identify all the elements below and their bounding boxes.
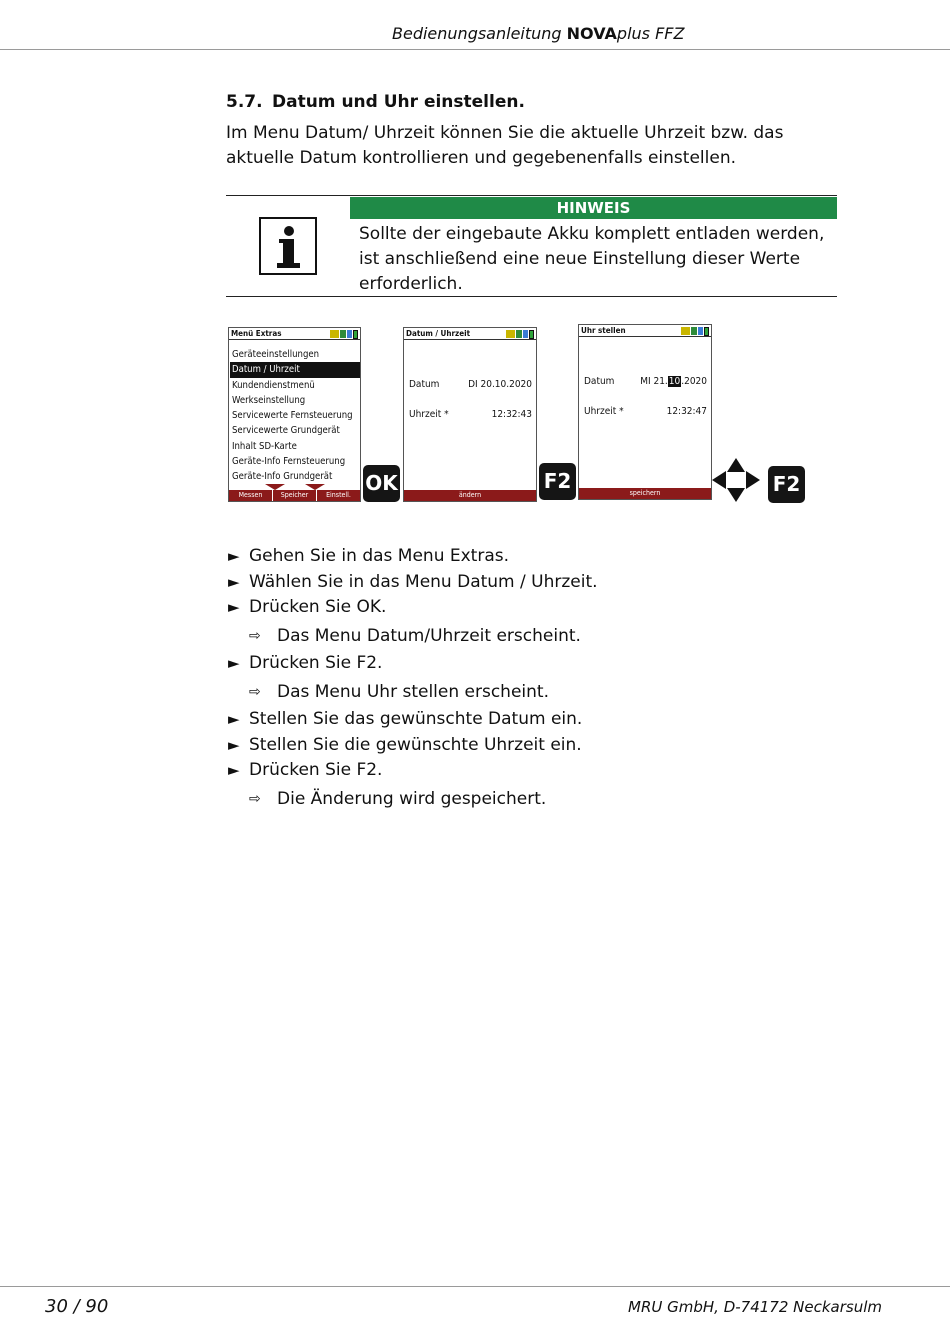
date-label: Datum [409,379,440,390]
f2-key-save: F2 [768,466,805,503]
softkey-label: Einstell. [326,491,351,499]
result-step [228,621,848,652]
softkey-label: Messen [229,490,273,501]
section-number: 5.7. [226,92,263,112]
status-icons [506,329,534,339]
step-text: Stellen Sie das gewünschte Datum ein. [249,709,583,729]
action-step [228,570,848,596]
company-address: MRU GmbH, D-74172 Neckarsulm [628,1298,882,1316]
screen-title: Datum / Uhrzeit [406,329,471,338]
menu-item: Geräte-Info Grundgerät [232,471,333,483]
result-step [228,784,848,815]
time-label: Uhrzeit * [409,409,449,420]
softkey-label: speichern [629,489,661,497]
menu-item: Werkseinstellung [232,394,306,406]
action-step [228,595,848,621]
screen-menu-extras [228,327,361,502]
section-title [226,92,525,112]
screen-title: Uhr stellen [581,326,626,335]
arrow-keys-icon [712,458,760,502]
battery-icon [353,330,358,339]
time-label: Uhrzeit * [584,406,624,417]
section-heading: Datum und Uhr einstellen. [272,92,525,112]
footer-rule [0,1286,950,1287]
action-step [228,733,848,759]
menu-item: Servicewerte Fernsteuerung [232,410,353,422]
step-text: Die Änderung wird gespeichert. [277,788,547,809]
action-step [228,707,848,733]
menu-item: Datum / Uhrzeit [230,362,360,377]
menu-list [230,347,360,485]
time-value: 12:32:43 [491,409,532,420]
info-icon [259,217,317,275]
softkey-label: ändern [458,491,482,499]
step-text: Wählen Sie in das Menu Datum / Uhrzeit. [249,571,598,592]
notice-label: HINWEIS [350,197,837,219]
section-intro: Im Menu Datum/ Uhrzeit können Sie die aktuelle Uhrzeit bzw. das aktuelle Datum kontrollieren und gegebenenfalls einstellen. [226,123,784,168]
battery-icon [529,330,534,339]
notice-text: Sollte der eingebaute Akku komplett entladen werden, ist anschließend eine neue Einstellung dieser Werte erforderlich. [359,224,825,294]
menu-item: Geräteeinstellungen [232,349,320,360]
header-title: Bedienungsanleitung NOVAplus FFZ [392,24,685,43]
status-icons [330,329,358,339]
screen-set-clock [578,324,712,500]
menu-item: Kundendienstmenü [232,379,315,391]
action-step [228,758,848,784]
page-header [0,22,950,50]
time-value: 12:32:47 [666,406,707,417]
page-number: 30 / 90 [45,1296,109,1317]
instruction-steps [228,544,848,814]
menu-item: Geräte-Info Fernsteuerung [232,456,346,468]
date-value: DI 20.10.2020 [468,379,532,390]
battery-icon [704,327,709,336]
action-step [228,651,848,677]
status-icons [681,326,709,336]
step-text: Drücken Sie OK. [249,597,387,617]
action-step [228,544,848,570]
softkey-bar [404,490,536,501]
result-arrow-icon: ⇨ [249,627,261,644]
result-arrow-icon: ⇨ [249,683,261,700]
result-arrow-icon: ⇨ [249,790,261,807]
screen-date-time [403,327,537,502]
step-text: Drücken Sie F2. [249,653,383,673]
softkey-label: Speicher [273,490,317,501]
step-text: Gehen Sie in das Menu Extras. [249,546,510,566]
date-label: Datum [584,376,615,387]
date-value: MI 21.10.2020 [640,376,707,387]
step-text: Stellen Sie die gewünschte Uhrzeit ein. [249,734,582,755]
f2-key: F2 [539,463,576,500]
screen-title: Menü Extras [231,329,282,338]
date-cursor: 10 [668,376,681,387]
menu-item: Inhalt SD-Karte [232,440,297,452]
ok-key: OK [363,465,400,502]
notice-box [226,195,837,297]
step-text: Drücken Sie F2. [249,760,383,780]
result-step [228,677,848,708]
menu-item: Servicewerte Grundgerät [232,425,340,437]
step-text: Das Menu Uhr stellen erscheint. [277,681,549,702]
step-text: Das Menu Datum/Uhrzeit erscheint. [277,625,581,646]
softkey-bar [229,490,360,501]
softkey-bar [579,488,711,499]
